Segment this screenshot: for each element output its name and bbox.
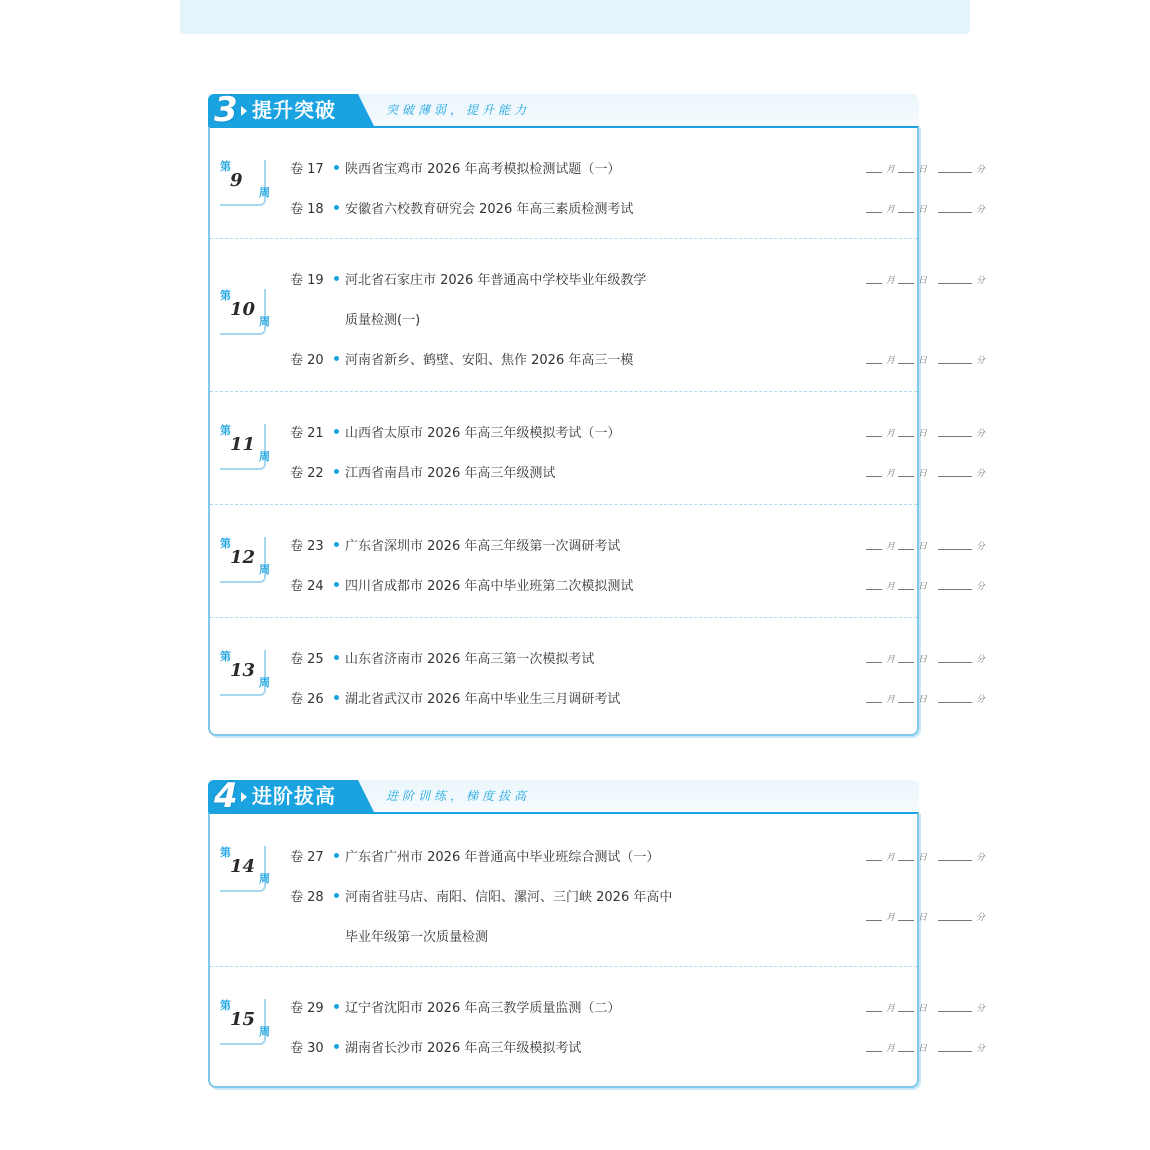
paper-title: 陕西省宝鸡市 2026 年高考模拟检测试题（一） — [345, 162, 621, 177]
paper-title: 辽宁省沈阳市 2026 年高三教学质量监测（二） — [345, 1001, 621, 1016]
section-upgrade — [208, 90, 986, 736]
section-advance — [208, 776, 986, 1088]
paper-title: 江西省南昌市 2026 年高三年级测试 — [345, 466, 556, 481]
list-item[interactable] — [290, 688, 986, 708]
date-score-field[interactable]: 月 日 分 — [866, 158, 990, 178]
section-header — [208, 90, 919, 130]
paper-title: 广东省广州市 2026 年普通高中毕业班综合测试（一） — [345, 850, 660, 865]
week-block — [210, 392, 986, 505]
paper-number: 卷 18 — [290, 202, 324, 217]
date-score-field[interactable]: 月 日 分 — [866, 198, 990, 218]
bullet-icon — [334, 1004, 339, 1009]
paper-number: 卷 20 — [290, 353, 324, 368]
list-item[interactable] — [290, 462, 986, 482]
list-item[interactable] — [290, 997, 986, 1017]
section-body — [208, 812, 986, 1088]
date-score-field[interactable]: 月 日 分 — [866, 997, 990, 1017]
bullet-icon — [334, 469, 339, 474]
section-body — [208, 126, 986, 736]
bullet-icon — [334, 582, 339, 587]
week-badge: 第 9 周 — [220, 160, 266, 206]
paper-number: 卷 24 — [290, 579, 324, 594]
arrow-icon — [241, 792, 247, 802]
paper-number: 卷 19 — [290, 273, 324, 288]
paper-title: 山东省济南市 2026 年高三第一次模拟考试 — [345, 652, 595, 667]
list-item[interactable] — [290, 535, 986, 555]
bullet-icon — [334, 1044, 339, 1049]
date-score-field[interactable]: 月 日 分 — [866, 535, 990, 555]
paper-title: 安徽省六校教育研究会 2026 年高三素质检测考试 — [345, 202, 634, 217]
list-item[interactable] — [290, 846, 986, 866]
bullet-icon — [334, 853, 339, 858]
date-score-field[interactable]: 月 日 分 — [866, 906, 990, 926]
bullet-icon — [334, 893, 339, 898]
bullet-icon — [334, 205, 339, 210]
paper-title-continued: 毕业年级第一次质量检测 — [345, 930, 489, 945]
paper-number: 卷 27 — [290, 850, 324, 865]
bullet-icon — [334, 276, 339, 281]
paper-title: 山西省太原市 2026 年高三年级模拟考试（一） — [345, 426, 621, 441]
date-score-field[interactable]: 月 日 分 — [866, 422, 990, 442]
paper-title: 广东省深圳市 2026 年高三年级第一次调研考试 — [345, 539, 621, 554]
paper-number: 卷 22 — [290, 466, 324, 481]
week-block — [210, 239, 986, 392]
paper-number: 卷 30 — [290, 1041, 324, 1056]
week-badge: 第 13 周 — [220, 650, 266, 696]
list-item[interactable] — [290, 158, 986, 178]
date-score-field[interactable]: 月 日 分 — [866, 575, 990, 595]
week-block — [210, 618, 986, 730]
week-block — [210, 128, 986, 239]
section-number: 3 — [214, 90, 238, 130]
week-block — [210, 814, 986, 967]
paper-number: 卷 23 — [290, 539, 324, 554]
paper-number: 卷 21 — [290, 426, 324, 441]
bullet-icon — [334, 695, 339, 700]
date-score-field[interactable]: 月 日 分 — [866, 349, 990, 369]
list-item[interactable] — [290, 648, 986, 668]
bullet-icon — [334, 356, 339, 361]
bullet-icon — [334, 542, 339, 547]
week-block — [210, 505, 986, 618]
paper-number: 卷 26 — [290, 692, 324, 707]
date-score-field[interactable]: 月 日 分 — [866, 846, 990, 866]
week-badge: 第 11 周 — [220, 424, 266, 470]
top-band — [180, 0, 970, 34]
list-item[interactable] — [290, 422, 986, 442]
list-item[interactable] — [290, 886, 986, 945]
bullet-icon — [334, 655, 339, 660]
paper-number: 卷 17 — [290, 162, 324, 177]
paper-title: 河北省石家庄市 2026 年普通高中学校毕业年级教学 — [345, 273, 647, 288]
section-title: 提升突破 — [252, 98, 336, 122]
date-score-field[interactable]: 月 日 分 — [866, 1037, 990, 1057]
bullet-icon — [334, 165, 339, 170]
date-score-field[interactable]: 月 日 分 — [866, 648, 990, 668]
paper-title: 四川省成都市 2026 年高中毕业班第二次模拟测试 — [345, 579, 634, 594]
date-score-field[interactable]: 月 日 分 — [866, 462, 990, 482]
week-badge: 第 10 周 — [220, 289, 266, 335]
paper-title-continued: 质量检测(一) — [345, 313, 421, 328]
list-item[interactable] — [290, 349, 986, 369]
bullet-icon — [334, 429, 339, 434]
week-block — [210, 967, 986, 1085]
list-item[interactable] — [290, 269, 986, 328]
week-badge: 第 12 周 — [220, 537, 266, 583]
section-number: 4 — [214, 776, 238, 816]
paper-title: 湖南省长沙市 2026 年高三年级模拟考试 — [345, 1041, 582, 1056]
date-score-field[interactable]: 月 日 分 — [866, 688, 990, 708]
section-title: 进阶拔高 — [252, 784, 336, 808]
paper-title: 河南省驻马店、南阳、信阳、漯河、三门峡 2026 年高中 — [345, 890, 673, 905]
paper-number: 卷 28 — [290, 890, 324, 905]
week-badge: 第 15 周 — [220, 999, 266, 1045]
paper-number: 卷 25 — [290, 652, 324, 667]
paper-title: 河南省新乡、鹤壁、安阳、焦作 2026 年高三一模 — [345, 353, 634, 368]
date-score-field[interactable]: 月 日 分 — [866, 269, 990, 289]
list-item[interactable] — [290, 198, 986, 218]
section-header — [208, 776, 919, 816]
list-item[interactable] — [290, 1037, 986, 1057]
arrow-icon — [241, 106, 247, 116]
list-item[interactable] — [290, 575, 986, 595]
paper-title: 湖北省武汉市 2026 年高中毕业生三月调研考试 — [345, 692, 621, 707]
paper-number: 卷 29 — [290, 1001, 324, 1016]
week-badge: 第 14 周 — [220, 846, 266, 892]
section-subtitle: 突破薄弱，提升能力 — [386, 103, 531, 117]
section-subtitle: 进阶训练，梯度拔高 — [386, 789, 531, 803]
